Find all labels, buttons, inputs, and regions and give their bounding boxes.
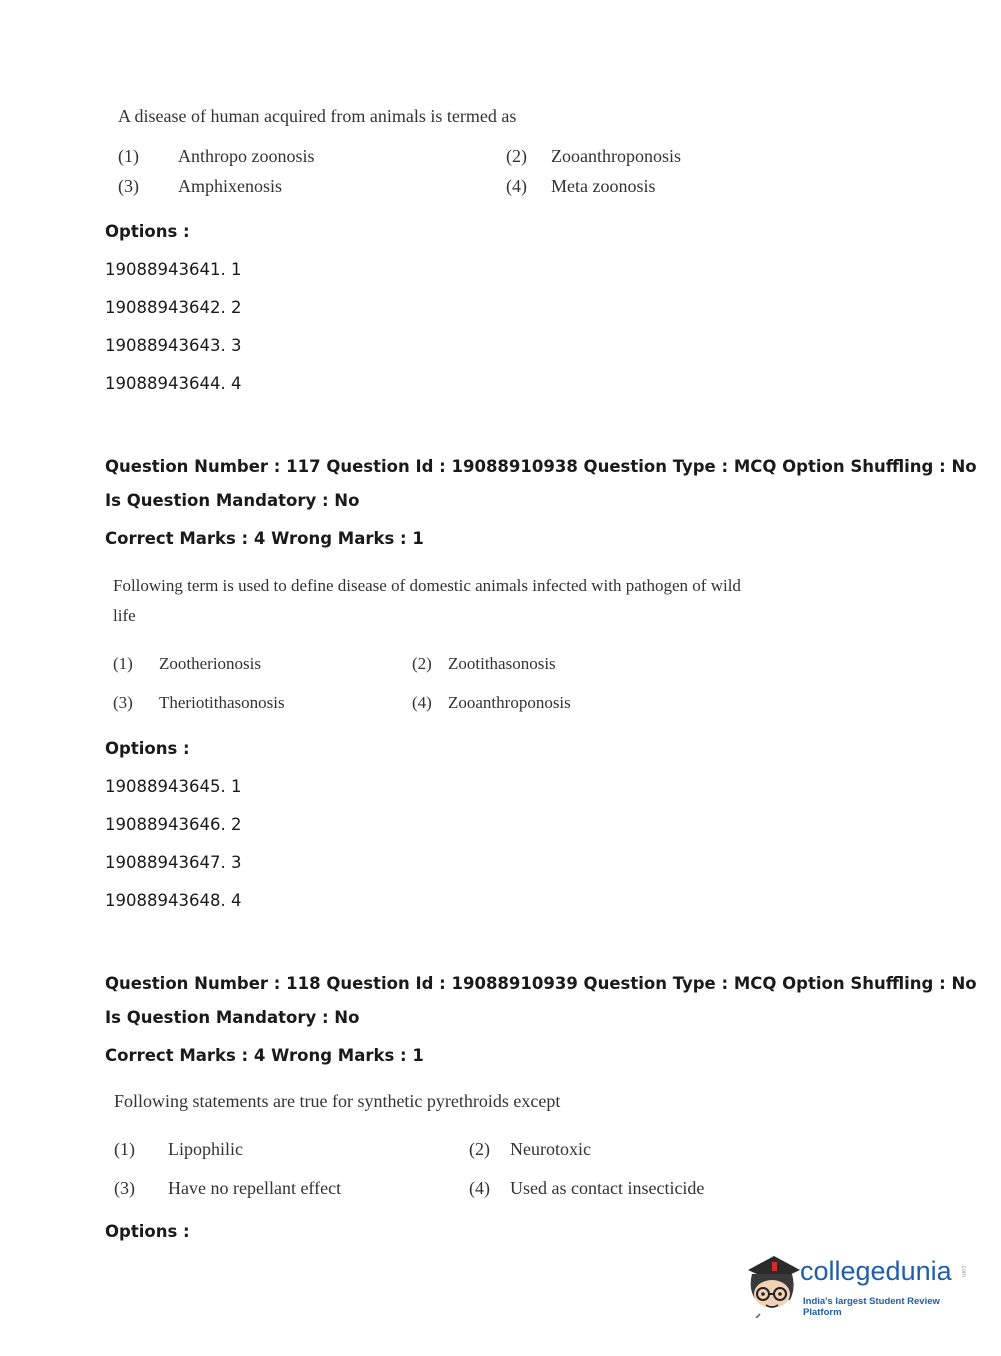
option-item: 19088943644. 4	[105, 374, 242, 393]
option-item: 19088943642. 2	[105, 298, 242, 317]
question-stem: Following term is used to define disease of domestic animals infected with pathogen of wild	[113, 576, 741, 595]
option-item: 19088943646. 2	[105, 815, 242, 834]
options-label: Options :	[105, 739, 190, 758]
choice-text: Zooanthroponosis	[448, 693, 571, 712]
choice-text: Used as contact insecticide	[510, 1178, 705, 1198]
logo-domain-suffix: .com	[960, 1264, 966, 1278]
choice-number: (1)	[114, 1139, 135, 1159]
question-stem: Following statements are true for synthetic pyrethroids except	[114, 1091, 561, 1111]
question-mandatory: Is Question Mandatory : No	[105, 1008, 360, 1027]
question-marks: Correct Marks : 4 Wrong Marks : 1	[105, 1046, 424, 1065]
choice-number: (4)	[506, 176, 527, 196]
option-item: 19088943641. 1	[105, 260, 242, 279]
choice-text: Zootithasonosis	[448, 654, 556, 673]
choice-number: (3)	[113, 693, 133, 712]
choice-number: (3)	[114, 1178, 135, 1198]
question-meta: Question Number : 117 Question Id : 19088910938 Question Type : MCQ Option Shuffling : No	[105, 457, 977, 476]
collegedunia-logo[interactable]	[742, 1250, 972, 1318]
question-meta: Question Number : 118 Question Id : 19088910939 Question Type : MCQ Option Shuffling : No	[105, 974, 977, 993]
choice-number: (1)	[113, 654, 133, 673]
option-item: 19088943648. 4	[105, 891, 242, 910]
option-item: 19088943645. 1	[105, 777, 242, 796]
choice-number: (3)	[118, 176, 139, 196]
choice-text: Theriotithasonosis	[159, 693, 285, 712]
question-marks: Correct Marks : 4 Wrong Marks : 1	[105, 529, 424, 548]
mascot-icon	[742, 1250, 802, 1318]
choice-text: Neurotoxic	[510, 1139, 591, 1159]
choice-text: Meta zoonosis	[551, 176, 656, 196]
choice-text: Lipophilic	[168, 1139, 243, 1159]
choice-text: Have no repellant effect	[168, 1178, 342, 1198]
choice-text: Zooanthroponosis	[551, 146, 681, 166]
logo-wordmark: collegedunia	[800, 1256, 952, 1286]
choice-number: (1)	[118, 146, 139, 166]
choice-text: Amphixenosis	[178, 176, 283, 196]
choice-text: Zootherionosis	[159, 654, 261, 673]
choice-number: (2)	[469, 1139, 490, 1159]
logo-tagline: India's largest Student Review Platform	[803, 1296, 940, 1318]
choice-number: (2)	[412, 654, 432, 673]
options-label: Options :	[105, 222, 190, 241]
question-mandatory: Is Question Mandatory : No	[105, 491, 360, 510]
choice-number: (4)	[469, 1178, 490, 1198]
question-stem: A disease of human acquired from animals is termed as	[118, 106, 517, 126]
choice-text: Anthropo zoonosis	[178, 146, 315, 166]
question-stem-continued: life	[113, 606, 136, 625]
option-item: 19088943643. 3	[105, 336, 242, 355]
options-label: Options :	[105, 1222, 190, 1241]
choice-number: (4)	[412, 693, 432, 712]
choice-number: (2)	[506, 146, 527, 166]
option-item: 19088943647. 3	[105, 853, 242, 872]
